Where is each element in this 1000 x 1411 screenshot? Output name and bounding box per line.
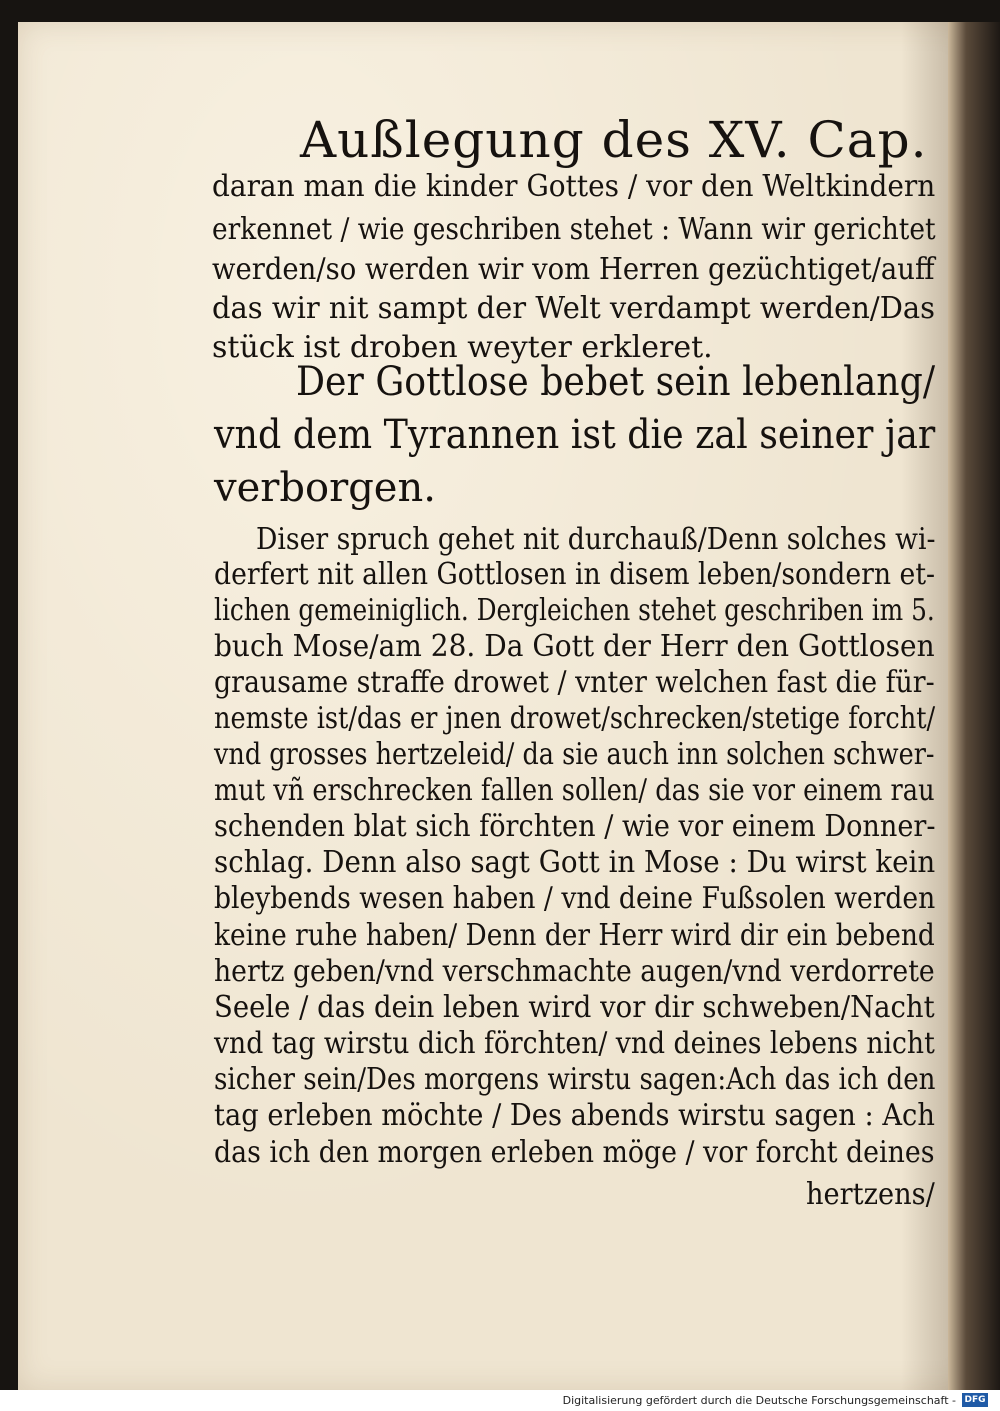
commentary-line: schlag. Denn also sagt Gott in Mose : Du wirst kein [214, 845, 936, 880]
commentary-line: mut vñ erschrecken fallen sollen/ das sie vor einem rau [214, 773, 935, 808]
commentary-line: grausame straffe drowet / vnter welchen fast die für- [214, 665, 935, 700]
catchword: hertzens/ [806, 1177, 935, 1212]
intro-line: das wir nit sampt der Welt verdampt werden/Das [212, 291, 936, 326]
commentary-line: hertz geben/vnd verschmachte augen/vnd verdorrete [214, 954, 935, 989]
running-head: Außlegung des XV. Cap. [300, 111, 928, 169]
verse-line: vnd dem Tyrannen ist die zal seiner jar [214, 412, 936, 458]
intro-line: werden/so werden wir vom Herren gezüchtiget/auff [212, 252, 935, 287]
intro-line: erkennet / wie geschriben stehet : Wann wir gerichtet [212, 212, 936, 247]
commentary-line: vnd tag wirstu dich förchten/ vnd deines lebens nicht [214, 1026, 935, 1061]
dfg-logo-icon[interactable]: DFG [962, 1393, 988, 1407]
commentary-line: nemste ist/das er jnen drowet/schrecken/stetige forcht/ [214, 701, 936, 736]
funding-credit: Digitalisierung gefördert durch die Deutsche Forschungsgemeinschaft - [562, 1394, 956, 1407]
verse-line: Der Gottlose bebet sein lebenlang/ [296, 359, 936, 405]
commentary-line: keine ruhe haben/ Denn der Herr wird dir ein bebend [214, 918, 935, 953]
intro-line: daran man die kinder Gottes / vor den Weltkindern [212, 169, 936, 204]
intro-line: stück ist droben weyter erkleret. [212, 330, 713, 365]
commentary-line: buch Mose/am 28. Da Gott der Herr den Gottlosen [214, 629, 935, 664]
commentary-line: lichen gemeiniglich. Dergleichen stehet geschriben im 5. [214, 593, 935, 628]
verse-line: verborgen. [214, 465, 436, 511]
commentary-line: das ich den morgen erleben möge / vor forcht deines [214, 1135, 935, 1170]
commentary-line: bleybends wesen haben / vnd deine Fußsolen werden [214, 881, 936, 916]
commentary-line: sicher sein/Des morgens wirstu sagen:Ach das ich den [214, 1062, 936, 1097]
commentary-line: vnd grosses hertzeleid/ da sie auch inn solchen schwer- [214, 737, 935, 772]
commentary-line: tag erleben möchte / Des abends wirstu sagen : Ach [214, 1098, 935, 1133]
commentary-line: schenden blat sich förchten / wie vor einem Donner- [214, 809, 936, 844]
commentary-line: Seele / das dein leben wird vor dir schweben/Nacht [214, 990, 935, 1025]
commentary-line: Diser spruch gehet nit durchauß/Denn solches wi- [256, 522, 936, 557]
commentary-line: derfert nit allen Gottlosen in disem leben/sondern et- [214, 557, 936, 592]
